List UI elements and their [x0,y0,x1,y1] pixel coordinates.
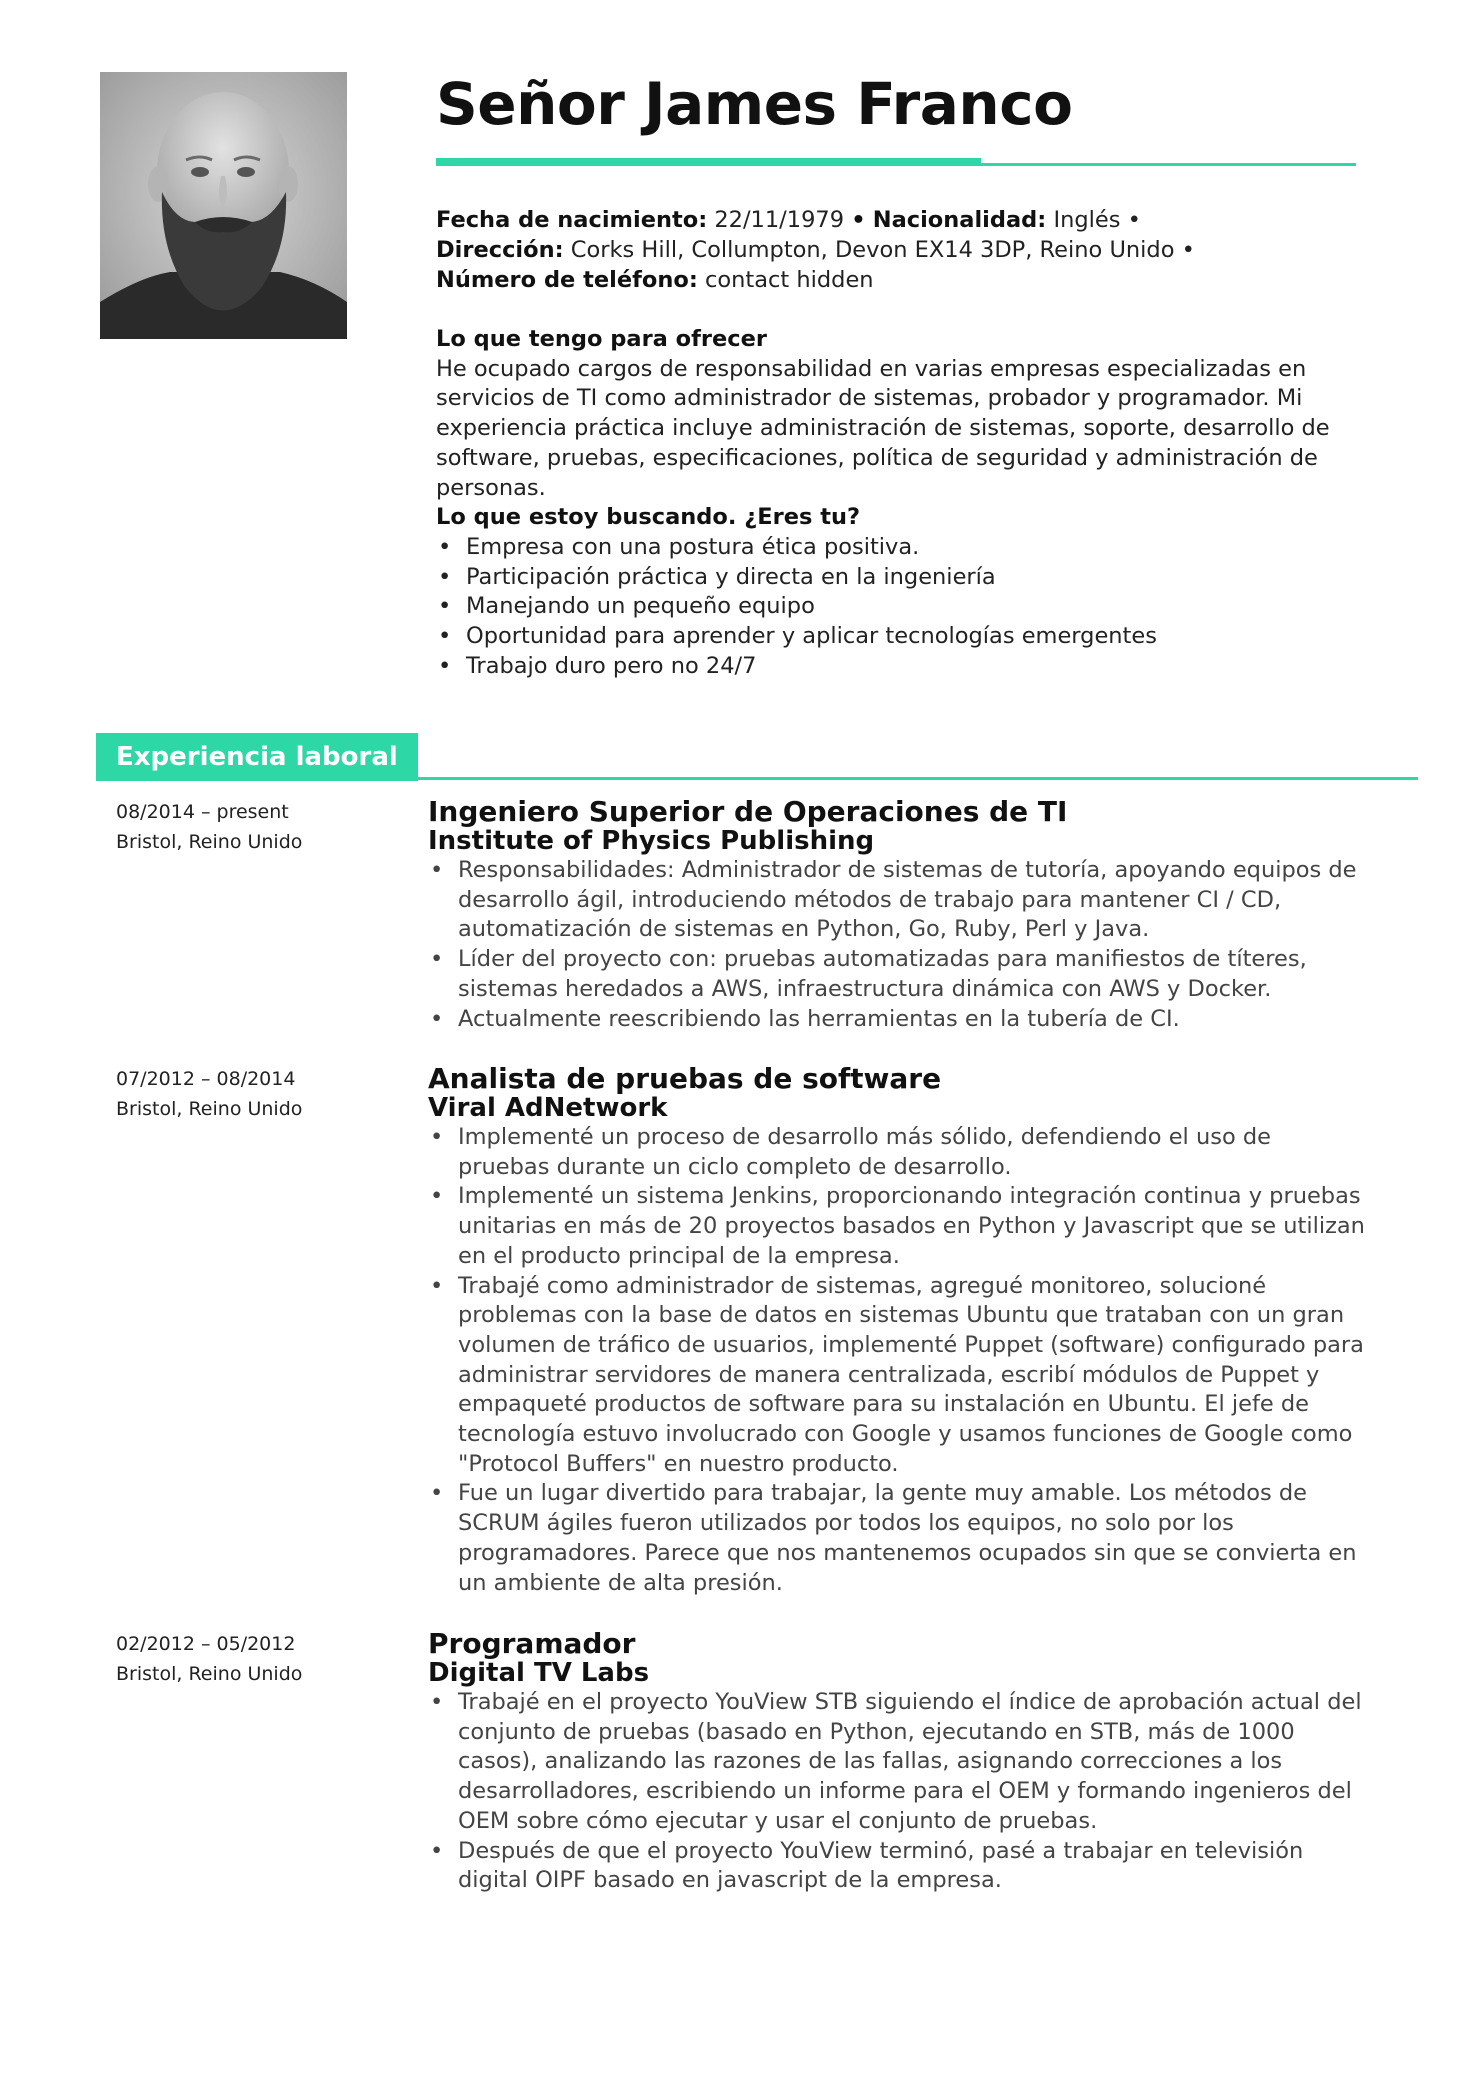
job-location: Bristol, Reino Unido [116,1663,303,1685]
separator: • [1127,207,1141,233]
address-value: Corks Hill, Collumpton, Devon EX14 3DP, Reino Unido [570,237,1175,263]
seeking-heading: Lo que estoy buscando. ¿Eres tu? [436,504,861,531]
job-dates: 02/2012 – 05/2012 [116,1633,296,1655]
phone-value: contact hidden [705,267,874,293]
job-company: Viral AdNetwork [428,1093,668,1123]
job-bullets [428,1123,1368,1598]
job-bullets [428,1688,1368,1896]
birth-label: Fecha de nacimiento: [436,207,708,233]
list-item: • Después de que el proyecto YouView terminó, pasé a trabajar en televisión digital OIPF basado en javascript de la empresa. [428,1837,1368,1896]
job-location: Bristol, Reino Unido [116,831,303,853]
section-header-experience [96,733,418,781]
separator: • [1181,237,1195,263]
candidate-name: Señor James Franco [436,70,1073,138]
nationality-value: Inglés [1053,207,1121,233]
job-title: Programador [428,1627,636,1660]
offer-heading: Lo que tengo para ofrecer [436,326,767,352]
personal-info [436,205,1376,295]
job-bullets [428,856,1368,1034]
seeking-list [436,533,1376,682]
job-dates: 08/2014 – present [116,801,289,823]
list-item: • Responsabilidades: Administrador de sistemas de tutoría, apoyando equipos de desarrollo ágil, introduciendo métodos de trabajo para mantener CI / CD, automatización de sistemas en Python, Go, Ruby, Perl y Java. [428,856,1368,945]
name-underline-accent [436,158,981,166]
info-line-2 [436,235,1376,265]
list-item: • Actualmente reescribiendo las herramientas en la tubería de CI. [428,1005,1368,1035]
list-item: • Implementé un proceso de desarrollo más sólido, defendiendo el uso de pruebas durante un ciclo completo de desarrollo. [428,1123,1368,1182]
birth-value: 22/11/1979 [714,207,845,233]
list-item: • Participación práctica y directa en la ingeniería [436,563,1376,593]
list-item: • Implementé un sistema Jenkins, proporcionando integración continua y pruebas unitarias en más de 20 proyectos basados en Python y Javascript que se utilizan en el producto principal de la empresa. [428,1182,1368,1271]
portrait-photo-icon [100,72,347,339]
profile-photo [100,72,347,339]
job-meta [116,797,406,857]
phone-label: Número de teléfono: [436,267,698,293]
list-item: • Fue un lugar divertido para trabajar, la gente muy amable. Los métodos de SCRUM ágiles fueron utilizados por todos los equipos, no solo por los programadores. Parece que nos mantenemos ocupados sin que se convierta en un ambiente de alta presión. [428,1479,1368,1598]
list-item: • Manejando un pequeño equipo [436,592,1376,622]
job-body [428,797,1368,1034]
list-item: • Líder del proyecto con: pruebas automatizadas para manifiestos de títeres, sistemas heredados a AWS, infraestructura dinámica con AWS y Docker. [428,945,1368,1004]
job-company: Institute of Physics Publishing [428,826,875,856]
list-item: • Empresa con una postura ética positiva. [436,533,1376,563]
section-title: Experiencia laboral [116,742,398,772]
separator: • [851,207,866,233]
job-location: Bristol, Reino Unido [116,1098,303,1120]
section-rule [96,777,1418,780]
list-item: • Trabajé en el proyecto YouView STB siguiendo el índice de aprobación actual del conjunto de pruebas (basado en Python, ejecutando en STB, más de 1000 casos), analizando las razones de las fallas, asignando correcciones a los desarrolladores, escribiendo un informe para el OEM y formando ingenieros del OEM sobre cómo ejecutar y usar el conjunto de pruebas. [428,1688,1368,1837]
info-line-1 [436,205,1376,235]
nationality-label: Nacionalidad: [872,207,1047,233]
info-line-3 [436,265,1376,295]
job-body [428,1629,1368,1896]
job-meta [116,1064,406,1124]
job-title: Ingeniero Superior de Operaciones de TI [428,795,1068,828]
job-body [428,1064,1368,1598]
job-meta [116,1629,406,1689]
job-dates: 07/2012 – 08/2014 [116,1068,296,1090]
job-company: Digital TV Labs [428,1658,650,1688]
summary-section [436,325,1376,681]
address-label: Dirección: [436,237,564,263]
offer-text: He ocupado cargos de responsabilidad en varias empresas especializadas en servicios de TI como administrador de sistemas, probador y programador. Mi experiencia práctica incluye administración de sistemas, soporte, desarrollo de software, pruebas, especificaciones, política de seguridad y administración de personas. [436,355,1330,501]
job-title: Analista de pruebas de software [428,1062,942,1095]
list-item: • Trabajo duro pero no 24/7 [436,652,1376,682]
list-item: • Trabajé como administrador de sistemas, agregué monitoreo, solucioné problemas con la base de datos en sistemas Ubuntu que trataban con un gran volumen de tráfico de usuarios, implementé Puppet (software) configurado para administrar servidores de manera centralizada, escribí módulos de Puppet y empaqueté productos de software para su instalación en Ubuntu. El jefe de tecnología estuvo involucrado con Google y usamos funciones de Google como "Protocol Buffers" en nuestro producto. [428,1272,1368,1480]
list-item: • Oportunidad para aprender y aplicar tecnologías emergentes [436,622,1376,652]
